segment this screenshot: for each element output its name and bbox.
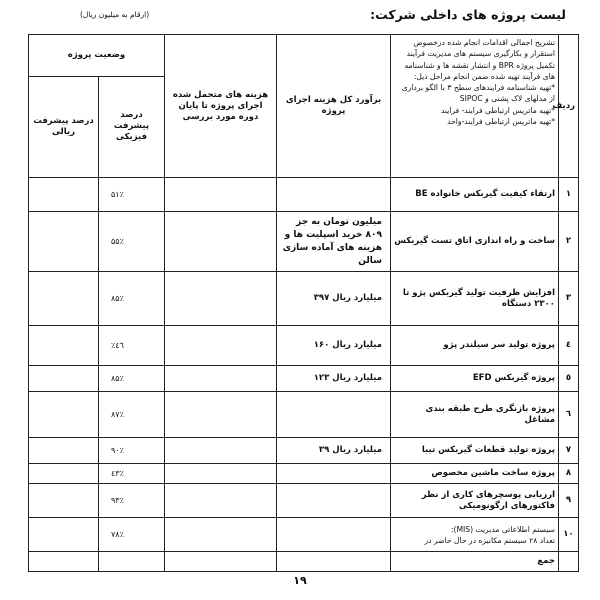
rial-progress [29, 272, 99, 326]
desc-line: *تهیه شناسنامه فرایندهای سطح ۳ با الگو برداری [401, 83, 555, 93]
total-incurred-cost [165, 552, 277, 572]
table-row [29, 438, 579, 464]
incurred-cost [165, 484, 277, 518]
total-estimate [277, 464, 391, 484]
physical-progress: ٤٦٪ [99, 326, 165, 366]
project-name: ارزیابی پوسچرهای کاری از نظر فاکتورهای ارگونومیکی [391, 484, 559, 518]
table-row [29, 518, 579, 552]
incurred-cost [165, 464, 277, 484]
rial-progress [29, 484, 99, 518]
table-row [29, 178, 579, 212]
row-number: ۳ [559, 272, 579, 326]
row-number: ۱۰ [559, 518, 579, 552]
total-estimate: میلیون تومان به جز ۸۰۹ خرید اسپلیت ها و هزینه های آماده سازی سالن [277, 212, 391, 272]
physical-progress: ۹۰٪ [99, 438, 165, 464]
physical-progress: ۸۷٪ [99, 392, 165, 438]
project-name-mis [391, 518, 559, 552]
total-estimate [277, 518, 391, 552]
rial-progress [29, 518, 99, 552]
project-name: پروژه ساخت ماشین مخصوص [391, 464, 559, 484]
page-number: ۱۹ [293, 574, 307, 587]
row-number: ٦ [559, 392, 579, 438]
incurred-cost [165, 212, 277, 272]
total-estimate: میلیارد ریال ۱۶۰ [277, 326, 391, 366]
incurred-cost [165, 326, 277, 366]
total-estimate [277, 178, 391, 212]
physical-progress: ۸۵٪ [99, 272, 165, 326]
physical-progress: ۷۸٪ [99, 518, 165, 552]
rial-progress [29, 366, 99, 392]
header-physical-progress: درصد پیشرفت فیزیکی [99, 76, 165, 177]
header-project-status: وضعیت پروژه [29, 35, 165, 77]
header-description [391, 35, 559, 178]
total-estimate: میلیارد ریال ۳۹ [277, 438, 391, 464]
header-rial-progress: درصد پیشرفت ریالی [29, 76, 99, 177]
table-row [29, 272, 579, 326]
physical-progress: ۹۳٪ [99, 484, 165, 518]
desc-line: استقرار و بکارگیری سیستم های مدیریت فرآیند [406, 49, 555, 59]
incurred-cost [165, 392, 277, 438]
header-incurred-cost: هزینه های متحمل شده اجرای پروژه تا پایان دوره مورد بررسی [165, 35, 277, 178]
desc-line: تشریح اجمالی اقدامات انجام شده درخصوص [413, 38, 555, 47]
row-number: ٥ [559, 366, 579, 392]
table-row [29, 326, 579, 366]
project-name: افزایش ظرفیت تولید گیربکس پژو تا ۲۳۰۰ دستگاه [391, 272, 559, 326]
physical-progress: ۸۵٪ [99, 366, 165, 392]
row-number: ۱ [559, 178, 579, 212]
table-row [29, 464, 579, 484]
rial-progress [29, 392, 99, 438]
incurred-cost [165, 366, 277, 392]
table-header-row-1 [29, 35, 579, 77]
total-estimate: میلیارد ریال ۱۲۳ [277, 366, 391, 392]
row-number: ۷ [559, 438, 579, 464]
project-name: پروژه تولید سر سیلندر پژو [391, 326, 559, 366]
physical-progress: ۵۱٪ [99, 178, 165, 212]
units-note: (ارقام به میلیون ریال) [80, 10, 150, 19]
desc-line: از مدلهای لاک پشتی و SIPOC [459, 94, 555, 104]
table-row [29, 366, 579, 392]
row-number: ۲ [559, 212, 579, 272]
row-number: ۸ [559, 464, 579, 484]
total-rial-progress [29, 552, 99, 572]
table-row [29, 484, 579, 518]
total-estimate: میلیارد ریال ۳۹۷ [277, 272, 391, 326]
projects-table [28, 34, 579, 572]
desc-line: *تهیه ماتریس ارتباطی فرایند- فرایند [440, 105, 555, 115]
project-name: ارتقاء کیفیت گیربکس خانواده BE [391, 178, 559, 212]
row-number: ٤ [559, 326, 579, 366]
total-estimate [277, 392, 391, 438]
incurred-cost [165, 518, 277, 552]
page-title: لیست پروژه های داخلی شرکت: [370, 7, 566, 22]
mis-line-1: سیستم اطلاعاتی مدیریت (MIS): [450, 524, 555, 534]
project-name: پروژه تولید قطعات گیربکس تیبا [391, 438, 559, 464]
incurred-cost [165, 438, 277, 464]
rial-progress [29, 464, 99, 484]
total-estimate [277, 552, 391, 572]
desc-line: های فرآیند تهیه شده ضمن انجام مراحل ذیل: [413, 71, 555, 81]
project-name: پروژه بازنگری طرح طبقه بندی مشاغل [391, 392, 559, 438]
header-row-number: ردیف [559, 35, 579, 178]
desc-line: تکمیل پروژه BPR و انتشار نقشه ها و شناسنامه [404, 60, 555, 70]
desc-line: *تهیه ماتریس ارتباطی فرایند-واحد [447, 117, 555, 127]
row-number: ۹ [559, 484, 579, 518]
incurred-cost [165, 272, 277, 326]
project-name: ساخت و راه اندازی اتاق تست گیربکس [391, 212, 559, 272]
mis-line-2: تعداد ۲۸ سیستم مکانیزه در حال حاضر در [424, 535, 555, 545]
total-row-number [559, 552, 579, 572]
rial-progress [29, 326, 99, 366]
total-row [29, 552, 579, 572]
incurred-cost [165, 178, 277, 212]
total-estimate [277, 484, 391, 518]
physical-progress: ۵۵٪ [99, 212, 165, 272]
rial-progress [29, 212, 99, 272]
table-row [29, 392, 579, 438]
table-row [29, 212, 579, 272]
rial-progress [29, 178, 99, 212]
total-label: جمع [391, 552, 559, 572]
rial-progress [29, 438, 99, 464]
project-name: پروژه گیربکس EFD [391, 366, 559, 392]
physical-progress: ٤۳٪ [99, 464, 165, 484]
total-physical-progress [99, 552, 165, 572]
header-total-estimate: برآورد کل هزینه اجرای پروژه [277, 35, 391, 178]
